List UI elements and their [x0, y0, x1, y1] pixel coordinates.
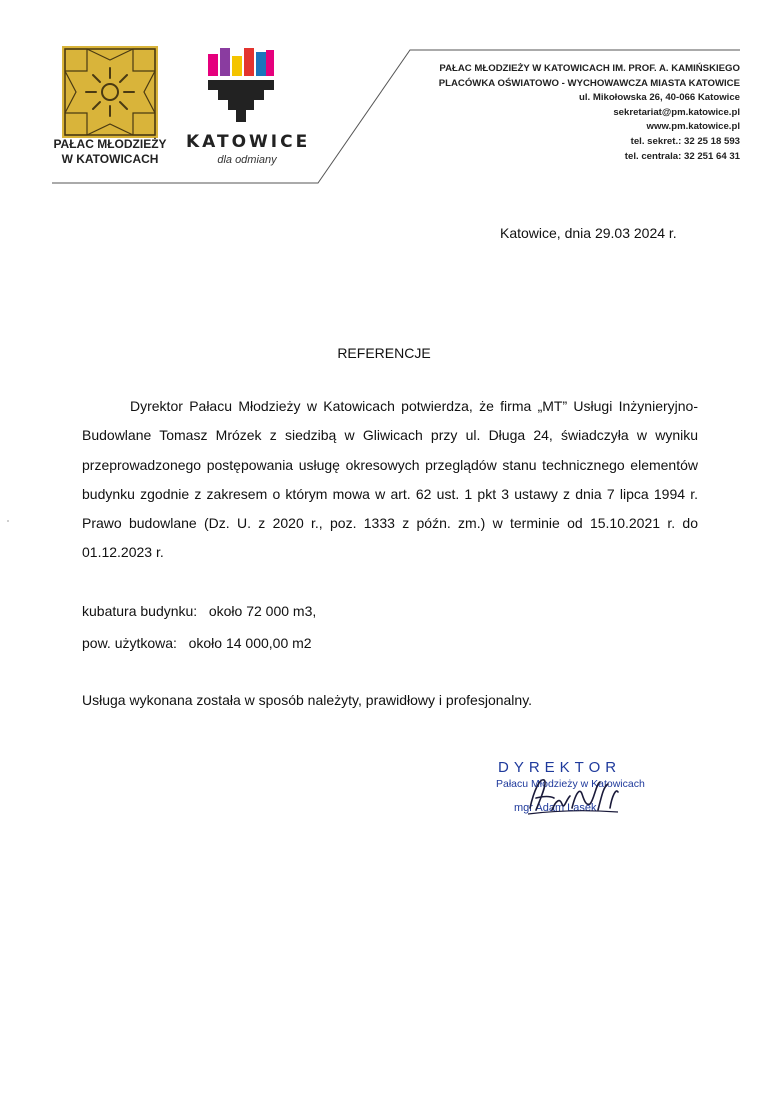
letter-body-text: Dyrektor Pałacu Młodzieży w Katowicach potwierdza, że firma „MT” Usługi Inżynieryjno-Budowlane Tomasz Mrózek z siedzibą w Gliwicach przy ul. Długa 24, świadczyła w wyniku przeprowadzonego postępowania usługę okresowych przeglądów stanu technicznego elementów budynku zgodnie z zakresem o którym mowa w art. 62 ust. 1 pkt 3 ustawy z dnia 7 lipca 1994 r. Prawo budowlane (Dz. U. z 2020 r., poz. 1333 z późn. zm.) w terminie od 15.10.2021 r. do 01.12.2023 r. [82, 398, 698, 561]
address-block [439, 62, 740, 164]
building-volume: kubatura budynku: około 72 000 m3, [82, 603, 317, 619]
katowice-logo-icon [206, 46, 276, 126]
address-line-email: sekretariat@pm.katowice.pl [613, 106, 740, 118]
address-line-street: ul. Mikołowska 26, 40-066 Katowice [578, 92, 740, 104]
usable-area: pow. użytkowa: około 14 000,00 m2 [82, 635, 312, 651]
katowice-slogan: dla odmiany [217, 154, 277, 166]
stamp-title: DYREKTOR [498, 759, 622, 776]
address-line-www: www.pm.katowice.pl [646, 121, 740, 133]
address-line-tel-centrala: tel. centrala: 32 251 64 31 [624, 150, 740, 162]
letter-body [82, 392, 698, 568]
palace-logo-icon [62, 46, 158, 138]
palace-logo-label [40, 137, 180, 167]
palace-logo-label-line-1: PAŁAC MŁODZIEŻY [53, 137, 167, 151]
katowice-logo-word: KATOWICE [186, 132, 311, 152]
address-line-type: PLACÓWKA OŚWIATOWO - WYCHOWAWCZA MIASTA KATOWICE [438, 77, 740, 89]
signature-icon [500, 770, 630, 820]
letter-title: REFERENCJE [337, 345, 431, 361]
stamp-name: mgr Adam Lasek [514, 802, 597, 814]
letter-date: Katowice, dnia 29.03 2024 r. [500, 225, 677, 241]
palace-logo-label-line-2: W KATOWICACH [61, 152, 159, 166]
stamp-organization: Pałacu Młodzieży w Katowicach [496, 778, 645, 790]
address-line-institution: PAŁAC MŁODZIEŻY W KATOWICACH IM. PROF. A. KAMIŃSKIEGO [439, 63, 740, 74]
letter-closing: Usługa wykonana została w sposób należyty, prawidłowy i profesjonalny. [82, 692, 533, 708]
scan-mark [7, 520, 9, 522]
address-line-tel-sekret: tel. sekret.: 32 25 18 593 [630, 135, 740, 147]
